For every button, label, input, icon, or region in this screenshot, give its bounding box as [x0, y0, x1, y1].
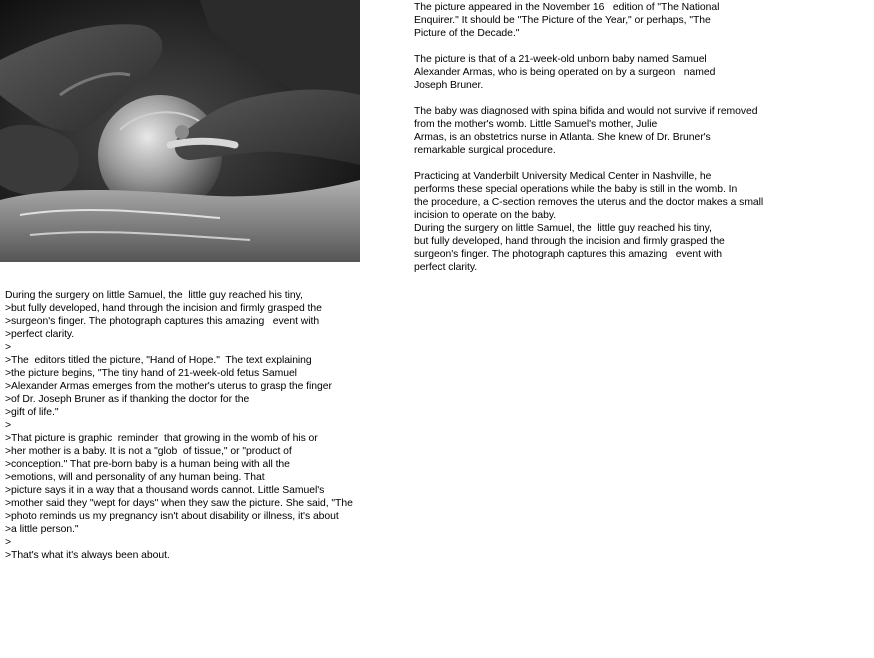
paragraph-diagnosis: The baby was diagnosed with spina bifida and would not survive if removed from the mother's womb. Little Samuel's mother, Julie Armas, is an obstetrics nurse in Atlanta. She knew of Dr. Bruner's remarkable surgical procedure.: [414, 106, 758, 156]
surgery-photo-icon: [0, 0, 360, 262]
paragraph-subject: The picture is that of a 21-week-old unborn baby named Samuel Alexander Armas, who is being operated on by a surgeon named Joseph Bruner.: [414, 54, 716, 91]
article-left-column: [5, 289, 405, 562]
paragraph-publication: The picture appeared in the November 16 edition of "The National Enquirer." It should be "The Picture of the Year," or perhaps, "The Picture of the Decade.": [414, 2, 720, 39]
surgery-photo: [0, 0, 360, 262]
paragraph-procedure: Practicing at Vanderbilt University Medical Center in Nashville, he performs these special operations while the baby is still in the womb. In the procedure, a C-section removes the uterus and the doctor makes a small incision to operate on the baby. During the surgery on little Samuel, the little guy reached his tiny, but fully developed, hand through the incision and firmly grasped the surgeon's finger. The photograph captures this amazing event with perfect clarity.: [414, 171, 764, 273]
article-right-column: [414, 1, 864, 287]
quoted-email-text: During the surgery on little Samuel, the little guy reached his tiny, >but fully developed, hand through the incision and firmly grasped the >surgeon's finger. The photograph captures this amazing event with >perfect clarity. > >The editors titled the picture, "Hand of Hope." The text explaining >the picture begins, "The tiny hand of 21-week-old fetus Samuel >Alexander Armas emerges from the mother's uterus to grasp the finger >of Dr. Joseph Bruner as if thanking the doctor for the >gift of life." > >That picture is graphic reminder that growing in the womb of his or >her mother is a baby. It is not a "glob of tissue," or "product of >conception." That pre-born baby is a human being with all the >emotions, will and personality of any human being. That >picture says it in a way that a thousand words cannot. Little Samuel's >mother said they "wept for days" when they saw the picture. She said, "The >photo reminds us my pregnancy isn't about disability or illness, it's about >a little person." > >That's what it's always been about.: [5, 290, 353, 561]
